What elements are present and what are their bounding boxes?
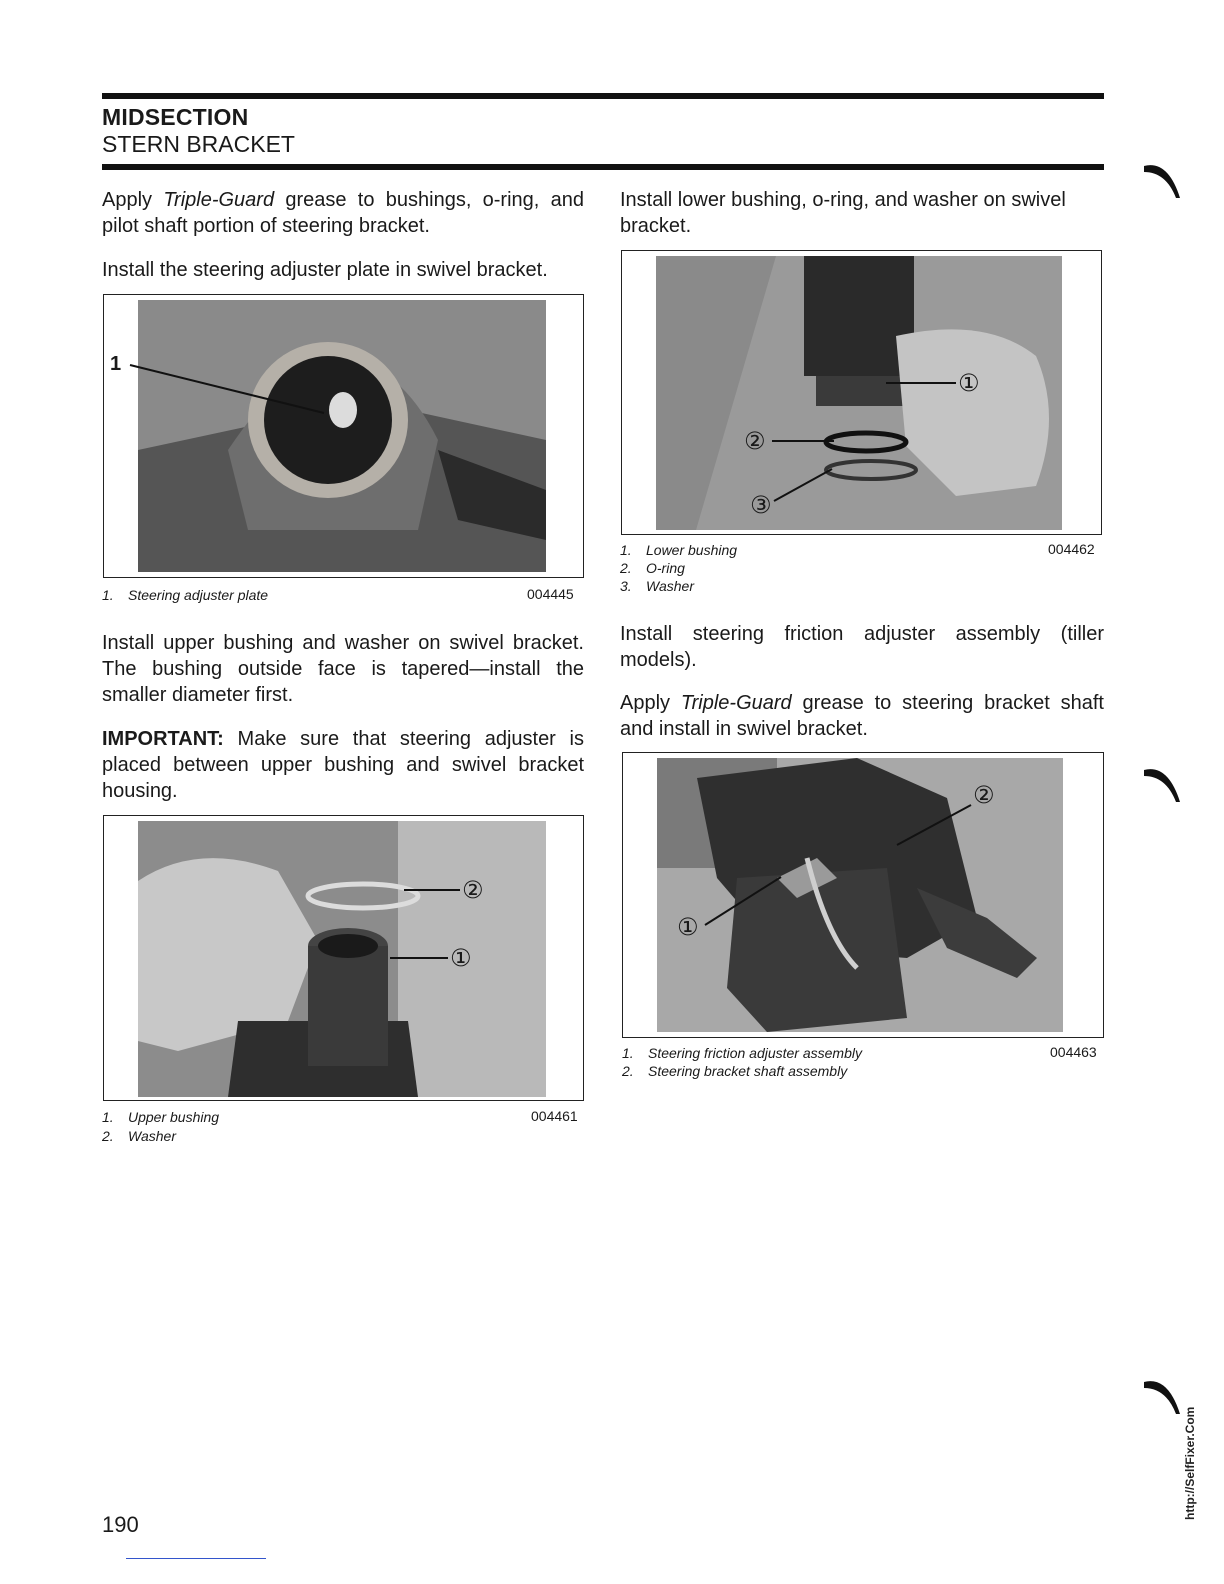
caption-fig3-item1: 1. Lower bushing [620, 542, 738, 558]
margin-tab-mark-middle [1142, 762, 1182, 802]
figure-id-004463: 004463 [1050, 1044, 1097, 1060]
header-rule-top [102, 93, 1104, 99]
paragraph-install-upper-bushing: Install upper bushing and washer on swivel bracket. The bushing outside face is tapered—install the smaller diameter first. [102, 632, 584, 706]
bottom-link-underline [126, 1558, 266, 1559]
leader-lines-fig4 [623, 753, 1105, 1039]
margin-tab-mark-top [1142, 158, 1182, 198]
callout-1: 1 [110, 353, 122, 375]
figure-steering-friction-adjuster [622, 752, 1104, 1038]
figure-id-004461: 004461 [531, 1108, 578, 1124]
callout-2: ② [462, 877, 484, 904]
caption-fig2-item1: 1. Upper bushing [102, 1109, 220, 1125]
callout-1: ① [958, 370, 980, 397]
leader-lines-fig1 [104, 295, 585, 579]
caption-fig3-item2: 2. O-ring [620, 560, 685, 576]
paragraph-install-friction-adjuster: Install steering friction adjuster assembly (tiller models). [620, 623, 1104, 671]
figure-lower-bushing [621, 250, 1102, 535]
caption-fig4-item2: 2. Steering bracket shaft assembly [622, 1063, 848, 1079]
leader-lines-fig2 [104, 816, 585, 1102]
paragraph-important: IMPORTANT: Make sure that steering adjuster is placed between upper bushing and swivel bracket housing. [102, 728, 584, 802]
callout-1: ① [677, 914, 699, 941]
caption-fig4-item1: 1. Steering friction adjuster assembly [622, 1045, 862, 1061]
caption-fig1-item1: 1. Steering adjuster plate [102, 587, 269, 603]
paragraph-apply-grease: Apply Triple-Guard grease to bushings, o-ring, and pilot shaft portion of steering bracket. [102, 189, 584, 237]
figure-steering-adjuster-plate [103, 294, 584, 578]
paragraph-install-plate: Install the steering adjuster plate in swivel bracket. [102, 259, 548, 281]
caption-fig2-item2: 2. Washer [102, 1128, 176, 1144]
callout-3: ③ [750, 492, 772, 519]
figure-upper-bushing [103, 815, 584, 1101]
callout-2: ② [973, 782, 995, 809]
callout-2: ② [744, 428, 766, 455]
leader-lines-fig3 [622, 251, 1103, 536]
paragraph-install-lower-bushing: Install lower bushing, o-ring, and washer on swivel bracket. [620, 189, 1066, 237]
callout-1: ① [450, 945, 472, 972]
section-subtitle: STERN BRACKET [102, 131, 295, 157]
margin-tab-mark-bottom [1142, 1374, 1182, 1414]
watermark-url: http://SelfFixer.Com [1183, 1406, 1197, 1520]
header-rule-bottom [102, 164, 1104, 170]
figure-id-004462: 004462 [1048, 541, 1095, 557]
section-title: MIDSECTION [102, 104, 249, 130]
page-number: 190 [102, 1512, 139, 1537]
figure-id-004445: 004445 [527, 586, 574, 602]
caption-fig3-item3: 3. Washer [620, 578, 694, 594]
paragraph-apply-grease-shaft: Apply Triple-Guard grease to steering bracket shaft and install in swivel bracket. [620, 692, 1104, 740]
